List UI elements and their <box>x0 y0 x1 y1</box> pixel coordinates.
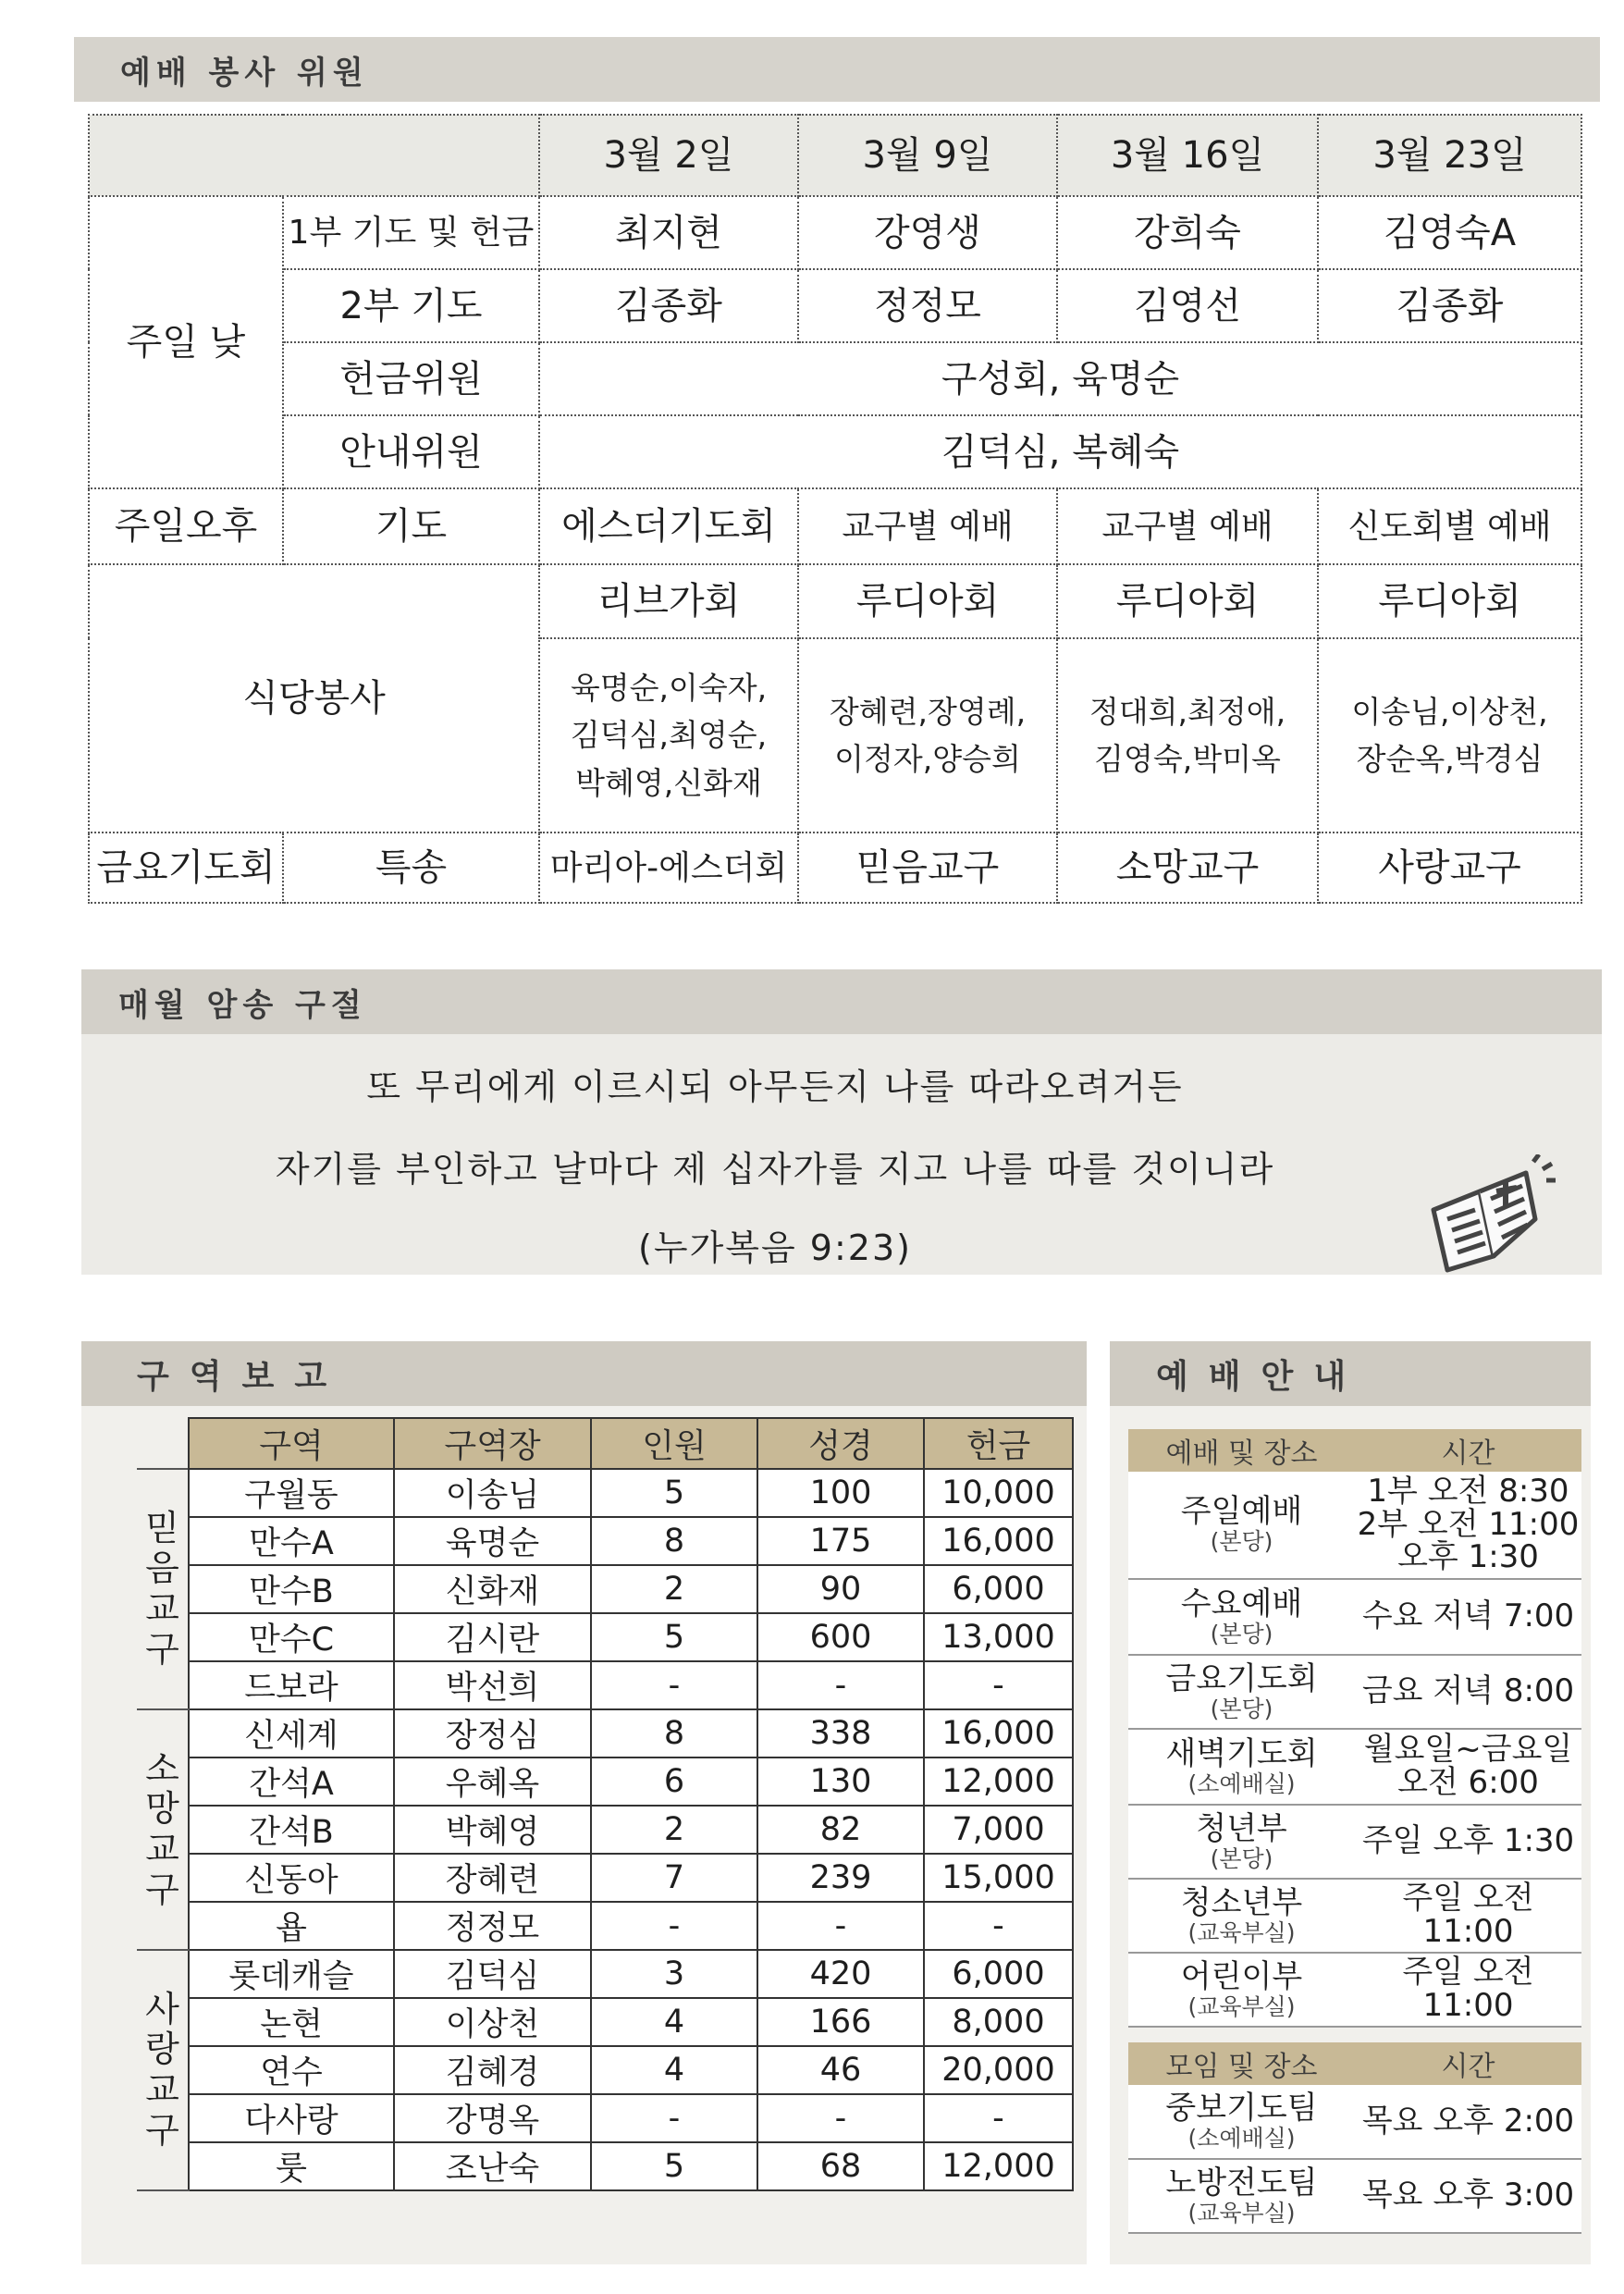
assignee-cell: 강희숙 <box>1057 196 1318 269</box>
attendance: 7 <box>591 1854 757 1902</box>
corner-cell <box>89 115 539 196</box>
column-header: 시간 <box>1355 2042 1581 2085</box>
table-row <box>137 1661 1073 1709</box>
kitchen-group-cell: 루디아회 <box>1057 564 1318 638</box>
kitchen-group-cell: 루디아회 <box>798 564 1057 638</box>
bible-reading: 130 <box>757 1758 924 1806</box>
meeting-time: 목요 오후 3:00 <box>1361 2177 1575 2214</box>
assignee-cell: 마리아-에스더회 <box>539 832 798 903</box>
member-line: 김영숙,박미옥 <box>1094 741 1281 777</box>
bible-reading: 46 <box>757 2046 924 2094</box>
assignee-cell: 김종화 <box>539 269 798 342</box>
worship-time: 오후 1:30 <box>1397 1538 1539 1576</box>
worship-row <box>1128 1953 1581 2027</box>
leader-name: 박혜영 <box>394 1806 591 1854</box>
worship-name: 수요예배 <box>1180 1585 1303 1622</box>
bible-reading: 239 <box>757 1854 924 1902</box>
guide-section-header <box>1110 1341 1591 1406</box>
offering: 15,000 <box>924 1854 1073 1902</box>
date-header: 3월 23일 <box>1318 115 1581 196</box>
column-header: 모임 및 장소 <box>1128 2042 1355 2085</box>
table-row <box>137 1709 1073 1758</box>
offering: - <box>924 1661 1073 1709</box>
assignee-cell: 신도회별 예배 <box>1318 488 1581 564</box>
table-row <box>137 1854 1073 1902</box>
assignee-cell: 사랑교구 <box>1318 832 1581 903</box>
row-group-label: 식당봉사 <box>89 564 539 832</box>
attendance: 4 <box>591 2046 757 2094</box>
member-line: 김덕심,최영순, <box>570 717 768 754</box>
offering: 8,000 <box>924 1998 1073 2046</box>
table-row <box>137 2046 1073 2094</box>
meeting-name: 노방전도팀 <box>1165 2164 1318 2202</box>
bible-reading: 338 <box>757 1709 924 1758</box>
worship-time: 금요 저녁 8:00 <box>1361 1672 1575 1710</box>
verse-line-1: 또 무리에게 이르시되 아무든지 나를 따라오려거든 <box>366 1067 1184 1107</box>
offering: 12,000 <box>924 2142 1073 2190</box>
assignee-span-cell: 김덕심, 복혜숙 <box>539 415 1581 488</box>
attendance: 6 <box>591 1758 757 1806</box>
row-group-label: 금요기도회 <box>89 832 283 903</box>
worship-time: 주일 오전 11:00 <box>1402 1954 1534 2024</box>
column-header: 인원 <box>591 1418 757 1469</box>
verse-reference: (누가복음 9:23) <box>638 1227 912 1268</box>
table-row <box>137 1806 1073 1854</box>
leader-name: 우혜옥 <box>394 1758 591 1806</box>
meeting-place: (소예배실) <box>1187 2125 1296 2152</box>
bible-reading: 90 <box>757 1565 924 1613</box>
member-line: 박혜영,신화재 <box>575 764 762 801</box>
bible-reading: 100 <box>757 1469 924 1517</box>
table-row <box>137 1565 1073 1613</box>
district-name: 신세계 <box>189 1709 394 1758</box>
table-row <box>137 1902 1073 1950</box>
assignee-cell: 최지현 <box>539 196 798 269</box>
verse-section-title: 매월 암송 구절 <box>118 986 367 1024</box>
district-name: 다사랑 <box>189 2094 394 2142</box>
district-name: 논현 <box>189 1998 394 2046</box>
kitchen-members-cell <box>798 638 1057 832</box>
date-header: 3월 9일 <box>798 115 1057 196</box>
kitchen-group-cell: 리브가회 <box>539 564 798 638</box>
leader-name: 이송님 <box>394 1469 591 1517</box>
attendance: 5 <box>591 2142 757 2190</box>
column-header: 예배 및 장소 <box>1128 1429 1355 1472</box>
worship-row <box>1128 1655 1581 1729</box>
date-header: 3월 2일 <box>539 115 798 196</box>
kitchen-members-cell <box>539 638 798 832</box>
meeting-name: 중보기도팀 <box>1165 2090 1318 2128</box>
role-label: 2부 기도 <box>283 269 539 342</box>
worship-name: 청소년부 <box>1180 1883 1303 1921</box>
guide-section-title: 예배안내 <box>1156 1357 1367 1396</box>
district-group-label: 사랑교구 <box>137 1950 189 2190</box>
role-label: 안내위원 <box>283 415 539 488</box>
table-row <box>137 1517 1073 1565</box>
assignee-cell: 정정모 <box>798 269 1057 342</box>
leader-name: 장정심 <box>394 1709 591 1758</box>
worship-guide-panel <box>1110 1341 1591 2264</box>
row-group-label: 주일 낮 <box>89 196 283 488</box>
member-line: 육명순,이숙자, <box>570 670 768 707</box>
assignee-cell: 교구별 예배 <box>798 488 1057 564</box>
memory-verse-box <box>81 969 1602 1275</box>
worship-time: 1부 오전 8:30 <box>1367 1472 1569 1510</box>
verse-line-2: 자기를 부인하고 날마다 제 십자가를 지고 나를 따를 것이니라 <box>275 1149 1275 1190</box>
worship-place: (본당) <box>1210 1620 1273 1647</box>
kitchen-group-cell: 루디아회 <box>1318 564 1581 638</box>
worship-time: 월요일~금요일 <box>1363 1731 1573 1769</box>
district-group-label: 믿음교구 <box>137 1469 189 1709</box>
offering: 6,000 <box>924 1565 1073 1613</box>
worship-name: 금요기도회 <box>1165 1659 1318 1697</box>
table-row <box>137 2142 1073 2190</box>
bible-reading: - <box>757 1902 924 1950</box>
attendance: - <box>591 1902 757 1950</box>
offering: 13,000 <box>924 1613 1073 1661</box>
worship-place: (본당) <box>1210 1695 1273 1722</box>
leader-name: 신화재 <box>394 1565 591 1613</box>
assignee-cell: 믿음교구 <box>798 832 1057 903</box>
leader-name: 조난숙 <box>394 2142 591 2190</box>
worship-time: 주일 오후 1:30 <box>1361 1822 1575 1860</box>
offering: 6,000 <box>924 1950 1073 1998</box>
member-line: 이송님,이상천, <box>1351 693 1548 730</box>
assignee-cell: 에스더기도회 <box>539 488 798 564</box>
member-line: 장순옥,박경심 <box>1356 741 1544 777</box>
bible-reading: - <box>757 1661 924 1709</box>
worship-time: 2부 오전 11:00 <box>1357 1505 1580 1543</box>
worship-name: 어린이부 <box>1180 1957 1303 1995</box>
worship-name: 주일예배 <box>1180 1493 1303 1531</box>
date-header: 3월 16일 <box>1057 115 1318 196</box>
worship-place: (교육부실) <box>1187 1918 1296 1946</box>
column-header: 구역장 <box>394 1418 591 1469</box>
district-name: 간석B <box>189 1806 394 1854</box>
role-label: 1부 기도 및 헌금 <box>283 196 539 269</box>
district-name: 연수 <box>189 2046 394 2094</box>
column-header: 구역 <box>189 1418 394 1469</box>
worship-row <box>1128 1579 1581 1655</box>
district-report-panel <box>81 1341 1087 2264</box>
assignee-cell: 교구별 예배 <box>1057 488 1318 564</box>
column-header: 헌금 <box>924 1418 1073 1469</box>
bible-book-icon <box>1424 1154 1563 1275</box>
offering: 16,000 <box>924 1709 1073 1758</box>
assignee-cell: 김종화 <box>1318 269 1581 342</box>
table-row <box>137 1758 1073 1806</box>
bible-reading: 82 <box>757 1806 924 1854</box>
leader-name: 김혜경 <box>394 2046 591 2094</box>
district-name: 간석A <box>189 1758 394 1806</box>
bible-reading: 420 <box>757 1950 924 1998</box>
role-label: 헌금위원 <box>283 342 539 415</box>
bible-reading: 600 <box>757 1613 924 1661</box>
district-name: 만수A <box>189 1517 394 1565</box>
leader-name: 박선희 <box>394 1661 591 1709</box>
bible-reading: 175 <box>757 1517 924 1565</box>
district-section-header <box>81 1341 1087 1406</box>
attendance: 5 <box>591 1469 757 1517</box>
blank-header <box>137 1418 189 1469</box>
meeting-place: (교육부실) <box>1187 2199 1296 2226</box>
assignee-cell: 강영생 <box>798 196 1057 269</box>
district-name: 룻 <box>189 2142 394 2190</box>
district-name: 만수C <box>189 1613 394 1661</box>
assignee-cell: 김영숙A <box>1318 196 1581 269</box>
district-name: 드보라 <box>189 1661 394 1709</box>
district-name: 신동아 <box>189 1854 394 1902</box>
verse-section-header <box>81 969 1602 1034</box>
kitchen-members-cell <box>1318 638 1581 832</box>
attendance: 2 <box>591 1806 757 1854</box>
row-group-label: 주일오후 <box>89 488 283 564</box>
offering: - <box>924 1902 1073 1950</box>
attendance: 8 <box>591 1709 757 1758</box>
column-header: 시간 <box>1355 1429 1581 1472</box>
leader-name: 육명순 <box>394 1517 591 1565</box>
worship-row <box>1128 1472 1581 1579</box>
meeting-row <box>1128 2085 1581 2159</box>
bible-reading: - <box>757 2094 924 2142</box>
district-name: 욥 <box>189 1902 394 1950</box>
assignee-span-cell: 구성회, 육명순 <box>539 342 1581 415</box>
column-header: 성경 <box>757 1418 924 1469</box>
district-section-title: 구역보고 <box>137 1357 348 1396</box>
offering: 12,000 <box>924 1758 1073 1806</box>
leader-name: 강명옥 <box>394 2094 591 2142</box>
attendance: - <box>591 1661 757 1709</box>
attendance: 3 <box>591 1950 757 1998</box>
meeting-time: 목요 오후 2:00 <box>1361 2102 1575 2140</box>
table-row <box>137 1950 1073 1998</box>
attendance: 8 <box>591 1517 757 1565</box>
bible-reading: 166 <box>757 1998 924 2046</box>
district-name: 구월동 <box>189 1469 394 1517</box>
attendance: 5 <box>591 1613 757 1661</box>
service-section-title: 예배 봉사 위원 <box>120 54 369 92</box>
offering: - <box>924 2094 1073 2142</box>
table-row <box>137 1998 1073 2046</box>
attendance: 2 <box>591 1565 757 1613</box>
member-line: 이정자,양승희 <box>834 741 1021 777</box>
district-name: 만수B <box>189 1565 394 1613</box>
worship-times-table <box>1128 1429 1581 2028</box>
leader-name: 정정모 <box>394 1902 591 1950</box>
attendance: - <box>591 2094 757 2142</box>
leader-name: 이상천 <box>394 1998 591 2046</box>
district-name: 롯데캐슬 <box>189 1950 394 1998</box>
worship-time: 수요 저녁 7:00 <box>1361 1597 1575 1635</box>
leader-name: 김시란 <box>394 1613 591 1661</box>
assignee-cell: 김영선 <box>1057 269 1318 342</box>
worship-name: 청년부 <box>1196 1809 1287 1847</box>
attendance: 4 <box>591 1998 757 2046</box>
table-row <box>137 1469 1073 1517</box>
role-label: 특송 <box>283 832 539 903</box>
assignee-cell: 소망교구 <box>1057 832 1318 903</box>
bible-reading: 68 <box>757 2142 924 2190</box>
worship-place: (교육부실) <box>1187 1992 1296 2020</box>
worship-row <box>1128 1805 1581 1879</box>
offering: 10,000 <box>924 1469 1073 1517</box>
service-roster-table <box>88 114 1582 904</box>
role-label: 기도 <box>283 488 539 564</box>
district-report-table <box>137 1417 1074 2191</box>
worship-place: (본당) <box>1210 1528 1273 1556</box>
leader-name: 장혜련 <box>394 1854 591 1902</box>
worship-row <box>1128 1879 1581 1953</box>
offering: 20,000 <box>924 2046 1073 2094</box>
worship-row <box>1128 1729 1581 1805</box>
kitchen-members-cell <box>1057 638 1318 832</box>
worship-place: (소예배실) <box>1187 1770 1296 1797</box>
table-row <box>137 1613 1073 1661</box>
service-section-header <box>74 37 1600 102</box>
table-row <box>137 2094 1073 2142</box>
worship-time: 주일 오전 11:00 <box>1402 1880 1534 1950</box>
leader-name: 김덕심 <box>394 1950 591 1998</box>
worship-place: (본당) <box>1210 1844 1273 1872</box>
worship-time: 오전 6:00 <box>1397 1764 1539 1801</box>
member-line: 정대희,최정애, <box>1089 693 1286 730</box>
offering: 7,000 <box>924 1806 1073 1854</box>
meeting-times-table <box>1128 2042 1581 2234</box>
meeting-row <box>1128 2159 1581 2233</box>
district-group-label: 소망교구 <box>137 1709 189 1950</box>
worship-name: 새벽기도회 <box>1165 1734 1318 1772</box>
offering: 16,000 <box>924 1517 1073 1565</box>
member-line: 장혜련,장영례, <box>829 693 1027 730</box>
